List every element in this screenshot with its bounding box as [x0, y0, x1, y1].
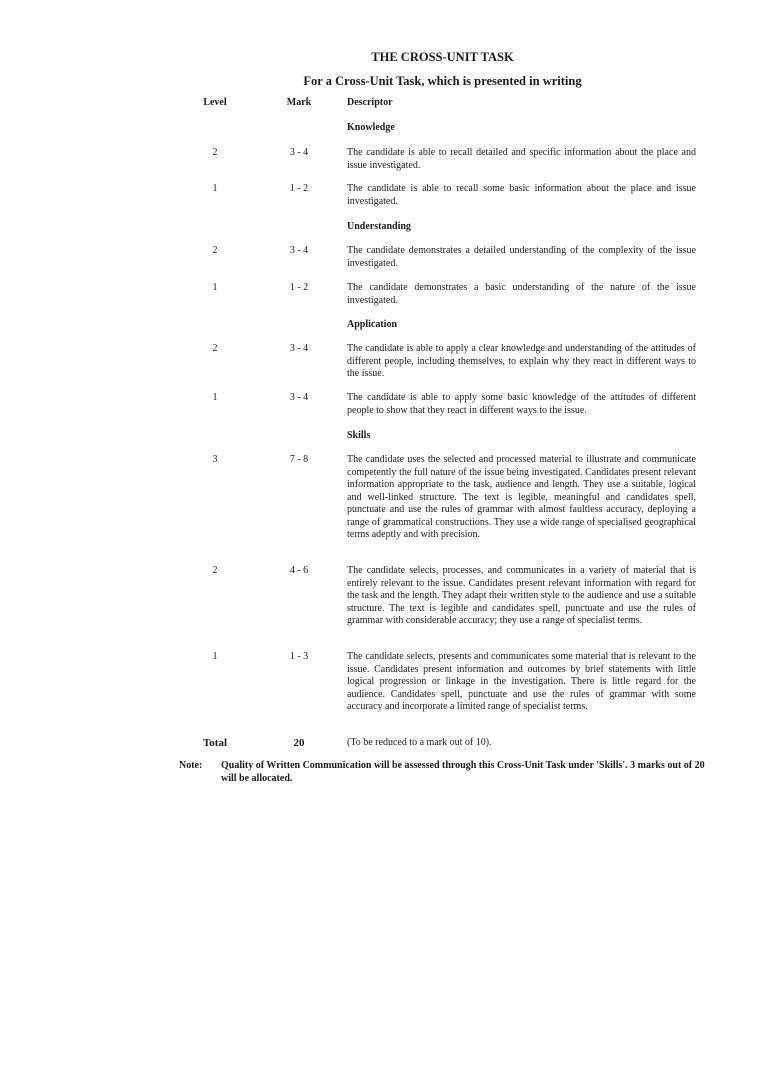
header-mark: Mark: [286, 97, 312, 108]
document-title: THE CROSS-UNIT TASK: [371, 50, 514, 64]
descriptor-cell: The candidate is able to recall detailed and specific information about the place and issue investigated.: [347, 147, 696, 171]
level-cell: 1: [212, 183, 218, 194]
mark-cell: 3 - 4: [289, 343, 309, 354]
total-mark: 20: [293, 737, 305, 749]
level-cell: 1: [212, 282, 218, 293]
section-title: Understanding: [347, 221, 411, 232]
level-cell: 2: [212, 565, 218, 576]
level-cell: 2: [212, 147, 218, 158]
mark-cell: 4 - 6: [289, 565, 309, 576]
header-level: Level: [203, 97, 227, 108]
level-cell: 2: [212, 245, 218, 256]
descriptor-cell: The candidate selects, processes, and communicates in a variety of material that is entirely relevant to the issue. Candidates present relevant information with regard for the task and the length. They adapt their written style to the audience and use a suitable structure. The text is legible and candidates spell, punctuate and use the rules of grammar with considerable accuracy; they use a range of specialist terms.: [347, 565, 696, 626]
document-subtitle: For a Cross-Unit Task, which is presented in writing: [303, 74, 582, 88]
section-title: Skills: [347, 430, 371, 441]
mark-cell: 7 - 8: [289, 454, 309, 465]
total-descriptor: (To be reduced to a mark out of 10).: [347, 737, 492, 748]
descriptor-cell: The candidate demonstrates a basic understanding of the nature of the issue investigated.: [347, 282, 696, 306]
mark-cell: 3 - 4: [289, 245, 309, 256]
section-title: Application: [347, 319, 398, 330]
descriptor-cell: The candidate is able to apply some basic knowledge of the attitudes of different people to show that they react in different ways to the issue.: [347, 392, 696, 416]
level-cell: 2: [212, 343, 218, 354]
mark-cell: 1 - 2: [289, 183, 309, 194]
level-cell: 1: [212, 392, 218, 403]
mark-cell: 3 - 4: [289, 147, 309, 158]
level-cell: 3: [212, 454, 218, 465]
level-cell: 1: [212, 651, 218, 662]
descriptor-cell: The candidate is able to recall some basic information about the place and issue investigated.: [347, 183, 696, 207]
total-label: Total: [202, 737, 228, 749]
mark-cell: 1 - 2: [289, 282, 309, 293]
descriptor-cell: The candidate uses the selected and processed material to illustrate and communicate competently the full nature of the issue being investigated. Candidates present relevant information appropriate to the task, audience and length. They use a suitable, logical and well-linked structure. The text is legible, meaningful and candidates spell, punctuate and use the rules of grammar with almost faultless accuracy, deploying a range of grammatical constructions. They use a wide range of specialised geographical terms adeptly and with precision.: [347, 454, 696, 540]
descriptor-cell: The candidate is able to apply a clear knowledge and understanding of the attitudes of different people, including themselves, to explain why they react in different ways to the issue.: [347, 343, 696, 379]
note-text: Quality of Written Communication will be assessed through this Cross-Unit Task under 'Skills'. 3 marks out of 20 will be allocated.: [221, 760, 705, 784]
mark-cell: 1 - 3: [289, 651, 309, 662]
descriptor-cell: The candidate selects, presents and communicates some material that is relevant to the issue. Candidates present information and outcomes by brief statements with little logical progression or linkage in the investigation. There is little regard for the audience. Candidates spell, punctuate and use the rules of grammar with some accuracy and incorporate a limited range of specialist terms.: [347, 651, 696, 712]
note-label: Note:: [179, 760, 203, 771]
mark-cell: 3 - 4: [289, 392, 309, 403]
descriptor-cell: The candidate demonstrates a detailed understanding of the complexity of the issue investigated.: [347, 245, 696, 269]
section-title: Knowledge: [347, 122, 395, 133]
header-descriptor: Descriptor: [347, 97, 393, 108]
